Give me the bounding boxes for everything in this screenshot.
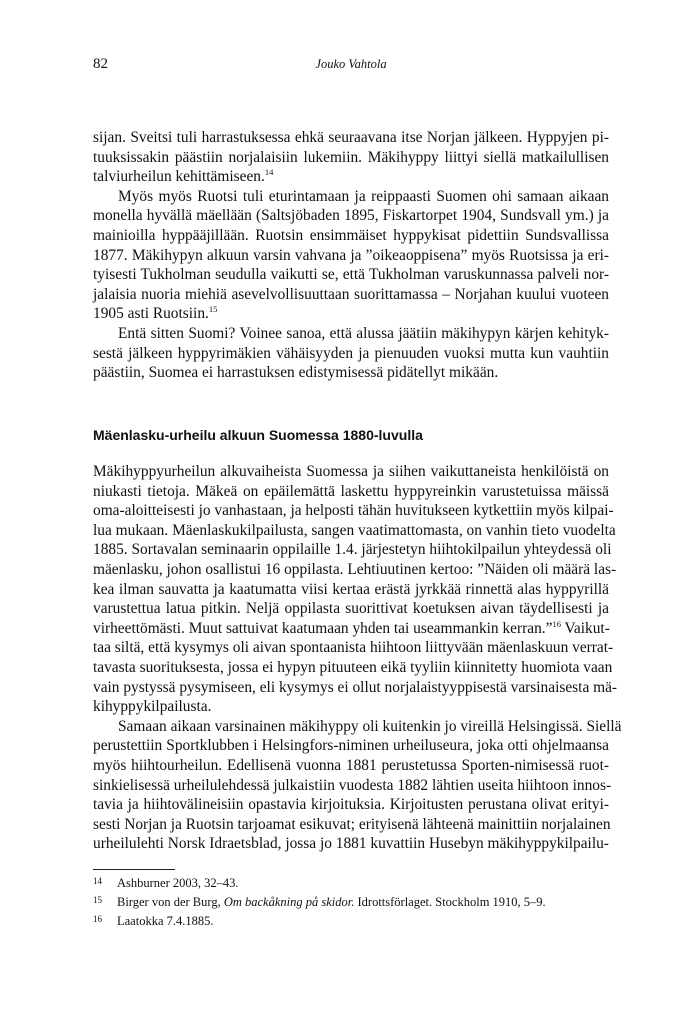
footnote-number: 16: [93, 914, 102, 924]
text-line: kihyppykilpailusta.: [93, 698, 212, 716]
page-number: 82: [93, 56, 108, 72]
footnote-ref: 16: [552, 618, 561, 629]
text-line: Entä sitten Suomi? Voinee sanoa, että alussa jäätiin mäkihypyn kärjen kehityk-: [118, 324, 609, 342]
text-line: tavasta suorituksesta, jossa ei hypyn pituuteen eikä tyyliin kiinnitetty huomiota vaan: [93, 658, 613, 676]
paragraph: [93, 187, 609, 324]
text-line: varustettua latua pitkin. Neljä oppilasta suorittivat koetuksen aivan täydellisesti ja: [93, 600, 609, 618]
text-line: myös hiihtourheilun. Edellisenä vuonna 1881 perustetussa Sporten-nimisessä ruot-: [93, 756, 609, 774]
text-line: 1877. Mäkihypyn alkuun varsin vahvana ja ”oikeaoppisena” myös Ruotsissa ja eri-: [93, 246, 609, 264]
text-line: tavia ja hiihtovälineisiin opastavia kirjoituksia. Kirjoitusten perustana olivat erityi-: [93, 796, 609, 814]
footnote: [93, 914, 609, 933]
text-line: sesti Norjan ja Ruotsin tarjoamat esikuvat; erityisenä lähteenä mainittiin norjalainen: [93, 815, 611, 833]
text-line: urheilulehti Norsk Idraetsblad, jossa jo 1881 kuvattiin Husebyn mäkihyppykilpailu-: [93, 835, 609, 853]
footnote-ref: 14: [264, 167, 274, 178]
text-line: niukasti tietoja. Mäkeä on epäilemättä laskettu hyppyreinkin varustetuissa mäissä: [93, 482, 609, 500]
text-line: perustettiin Sportklubben i Helsingfors-niminen urheiluseura, joka otti ohjelmaansa: [93, 737, 609, 755]
footnote: [93, 876, 609, 895]
page-header: [93, 56, 609, 74]
text-line: 1885. Sortavalan seminaarin oppilaille 1.4. järjestetyn hiihtokilpailun yhteydessä oli: [93, 541, 612, 559]
paragraph: [93, 128, 609, 187]
body-text-section: [93, 462, 622, 854]
paragraph: [93, 324, 609, 383]
text-line: oma-aloitteisesti jo vanhastaan, ja helposti tähän huvitukseen kytkettiin myös kilpai-: [93, 502, 614, 520]
text-line: lua mukaan. Mäenlaskukilpailusta, sangen vaatimattomasta, on vanhin tieto vuodelta: [93, 521, 616, 539]
text-line: tyisesti Tukholman seudulla vaikutti se, että Tukholman varuskunnassa palveli nor-: [93, 266, 609, 284]
text-line: sestä jälkeen hyppyrimäkien vähäisyyden ja pienuuden vuoksi mutta kun vauhtiin: [93, 344, 609, 362]
text-line: taa siltä, että kysymys oli aivan spontaanista hiihtoon liittyvään mäenlaskuun verrat-: [93, 639, 614, 657]
body-text-top: [93, 128, 609, 383]
text-line: päästiin, Suomea ei harrastuksen edistymisessä pidätellyt mikään.: [93, 364, 499, 382]
footnotes: [93, 876, 609, 933]
running-head: Jouko Vahtola: [315, 57, 387, 71]
footnote-text: Birger von der Burg, Om backåkning på skidor. Idrottsförlaget. Stockholm 1910, 5–9.: [117, 895, 546, 909]
footnote-rule: [93, 869, 175, 870]
text-line: keа ilman sauvatta ja kaatumatta viisi kertaa erästä jyrkkää rinnettä alas hyppyrillä: [93, 580, 609, 598]
footnote-text: Ashburner 2003, 32–43.: [117, 876, 239, 890]
text-line: sinkielisessä urheilulehdessä julkaistiin vuodesta 1882 lähtien useita hiihtoon innos-: [93, 776, 612, 794]
text-line: Myös myös Ruotsi tuli eturintamaan ja reippaasti Suomen ohi samaan aikaan: [118, 187, 609, 205]
footnote-ref: 15: [208, 304, 218, 315]
section-heading: Mäenlasku-urheilu alkuun Suomessa 1880-luvulla: [93, 427, 423, 443]
footnote-number: 14: [93, 876, 102, 886]
text-line: mainioilla hyppääjillään. Ruotsin ensimmäiset hyppykisat pidettiin Sundsvallissa: [93, 226, 609, 244]
text-line: Samaan aikaan varsinainen mäkihyppy oli kuitenkin jo vireillä Helsingissä. Siellä: [118, 717, 622, 735]
footnote: [93, 895, 609, 914]
footnote-text: Laatokka 7.4.1885.: [117, 914, 214, 928]
text-line: vain pystyssä pysymiseen, eli kysymys ei ollut norjalaistyyppisestä varsinaisesta mä-: [93, 678, 618, 696]
text-line: sijan. Sveitsi tuli harrastuksessa ehkä seuraavana itse Norjan jälkeen. Hyppyjen pi-: [93, 129, 609, 146]
text-line: Mäkihyppyurheilun alkuvaiheista Suomessa ja siihen vaikuttaneista henkilöistä on: [93, 463, 609, 480]
text-line: virheettömästi. Muut sattuivat kaatumaan yhden tai useammankin kerran.”$^{16}$ Vaikut-: [93, 618, 610, 637]
text-line: 1905 asti Ruotsiin.$^{15}$: [93, 304, 218, 323]
footnote-number: 15: [93, 895, 102, 905]
text-line: talviurheilun kehittämiseen.$^{14}$: [93, 167, 274, 186]
paragraph: [93, 462, 618, 717]
text-line: tuuksissakin päästiin norjalaisiin lukemiin. Mäkihyppy liittyi siellä matkailullisen: [93, 148, 609, 166]
text-line: jalaisia nuoria miehiä asevelvollisuuttaan suorittamassa – Norjahan kuului vuoteen: [93, 285, 609, 303]
text-line: mäenlasku, johon osallistui 16 oppilasta. Lehtiuutinen kertoo: ”Näiden oli määrä las-: [93, 560, 617, 578]
paragraph: [93, 717, 622, 854]
text-line: monella hyvällä mäellään (Saltsjöbaden 1895, Fiskartorpet 1904, Sundsvall ym.) ja: [93, 207, 609, 225]
